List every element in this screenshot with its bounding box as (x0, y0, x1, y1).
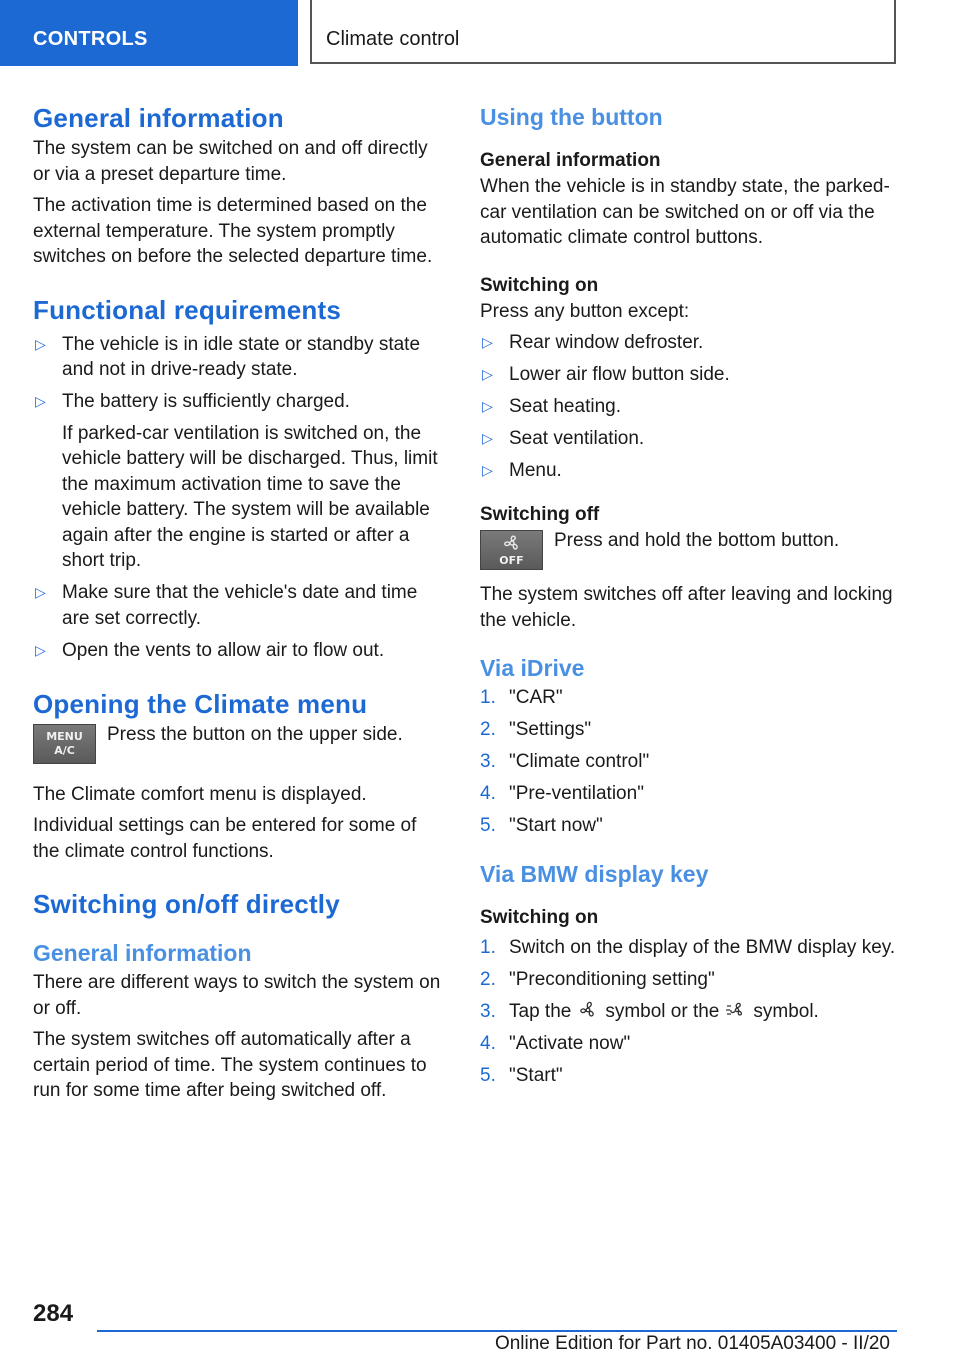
triangle-bullet-icon: ▷ (482, 334, 493, 350)
menu-button-row (33, 722, 447, 766)
list-item: 3. Tap the symbol or the symbol. (480, 1001, 819, 1022)
footer-divider (97, 1330, 897, 1332)
menu-button-text: Press the button on the upper side. (107, 723, 403, 745)
edition-text: Online Edition for Part no. 01405A03400 - II/20 (494, 1333, 890, 1354)
climate-menu-p2: Individual settings can be entered for some of the climate control functions. (33, 815, 417, 862)
rb-general-heading: General information (480, 150, 661, 171)
rb-on-text: Press any button except: (480, 300, 690, 322)
list-item: ▷ Seat heating. (480, 394, 900, 420)
list-item: ▷ Make sure that the vehicle's date and time are set correctly. (35, 582, 418, 629)
battery-note: If parked-car ventilation is switched on, the vehicle battery will be discharged. Thus, limit the maximum activation time to save the vehicle battery. The system will be available again after the engine is started or after a short trip. (62, 422, 438, 571)
triangle-bullet-icon: ▷ (482, 398, 493, 414)
list-item: 2. "Settings" (480, 719, 592, 740)
fan-flow-icon (725, 1000, 747, 1020)
triangle-bullet-icon: ▷ (35, 393, 46, 409)
list-item: ▷ The battery is sufficiently charged. If parked-car ventilation is switched on, the vehicle battery will be discharged. Thus, limit the maximum activation time to save the vehicle battery. The system will be available again after the engine is started or after a short trip. (33, 389, 447, 574)
list-item: 4. "Activate now" (480, 1033, 631, 1054)
rb-on-heading: Switching on (480, 274, 599, 296)
requirements-heading: Functional requirements (33, 294, 341, 325)
page-number: 284 (33, 1300, 74, 1327)
dk-on-heading: Switching on (480, 907, 599, 928)
list-item: 5. "Start" (480, 1065, 563, 1086)
except-list (480, 330, 900, 484)
list-item: 2. "Preconditioning setting" (480, 969, 715, 990)
triangle-bullet-icon: ▷ (35, 335, 46, 352)
fan-off-button-icon: OFF (480, 530, 543, 570)
general-info-heading: General information (33, 103, 284, 133)
list-item: 3. "Climate control" (480, 751, 650, 772)
right-column (480, 100, 900, 1095)
list-item: ▷ Lower air flow button side. (480, 362, 900, 388)
off-button-row (480, 528, 900, 572)
display-key-heading: Via BMW display key (480, 861, 709, 887)
rb-general-text: When the vehicle is in standby state, the parked-car ventilation can be switched on or off via the automatic climate control buttons. (480, 176, 890, 248)
list-item: 5. "Start now" (480, 815, 603, 836)
climate-menu-heading: Opening the Climate menu (33, 688, 368, 719)
menu-ac-button-icon: MENU A/C (33, 724, 96, 764)
chapter-tab: Climate control (310, 0, 896, 64)
triangle-bullet-icon: ▷ (35, 584, 46, 600)
list-item: 1. Switch on the display of the BMW display key. (480, 937, 896, 958)
list-item: 4. "Pre-ventilation" (480, 783, 644, 804)
switching-p2: The system switches off automatically after a certain period of time. The system continues to run for some time after being switched off. (33, 1029, 427, 1101)
triangle-bullet-icon: ▷ (482, 462, 493, 478)
triangle-bullet-icon: ▷ (35, 641, 46, 658)
idrive-heading: Via iDrive (480, 655, 585, 681)
switching-p1: There are different ways to switch the system on or off. (33, 972, 441, 1019)
idrive-steps (480, 685, 900, 839)
using-button-heading: Using the button (480, 104, 663, 130)
off-button-text: Press and hold the bottom button. (554, 530, 840, 551)
list-item: ▷ Open the vents to allow air to flow out. (33, 638, 447, 664)
left-column (33, 100, 447, 1104)
general-info-p2: The activation time is determined based on the external temperature. The system promptly switches on before the selected departure time. (33, 195, 433, 267)
list-item: ▷ Menu. (480, 458, 900, 484)
triangle-bullet-icon: ▷ (482, 430, 493, 446)
list-item: ▷ Seat ventilation. (480, 426, 900, 452)
list-item: 1. "CAR" (480, 687, 563, 708)
rb-off-heading: Switching off (480, 504, 600, 525)
switching-subheading: General information (33, 940, 252, 966)
list-item: ▷ The vehicle is in idle state or standby state and not in drive-ready state. (35, 333, 421, 380)
triangle-bullet-icon: ▷ (482, 366, 493, 382)
page-header (0, 0, 960, 66)
section-tab: CONTROLS (0, 0, 298, 66)
fan-icon (500, 534, 524, 552)
general-info-p1: The system can be switched on and off directly or via a preset departure time. (33, 138, 428, 185)
list-item: ▷ Rear window defroster. (480, 330, 900, 356)
rb-off-after: The system switches off after leaving and locking the vehicle. (480, 584, 893, 631)
requirements-list (33, 332, 447, 664)
climate-menu-p1: The Climate comfort menu is displayed. (33, 783, 367, 805)
switching-heading: Switching on/off directly (33, 889, 340, 919)
fan-icon (577, 1000, 599, 1020)
display-key-steps (480, 935, 900, 1089)
